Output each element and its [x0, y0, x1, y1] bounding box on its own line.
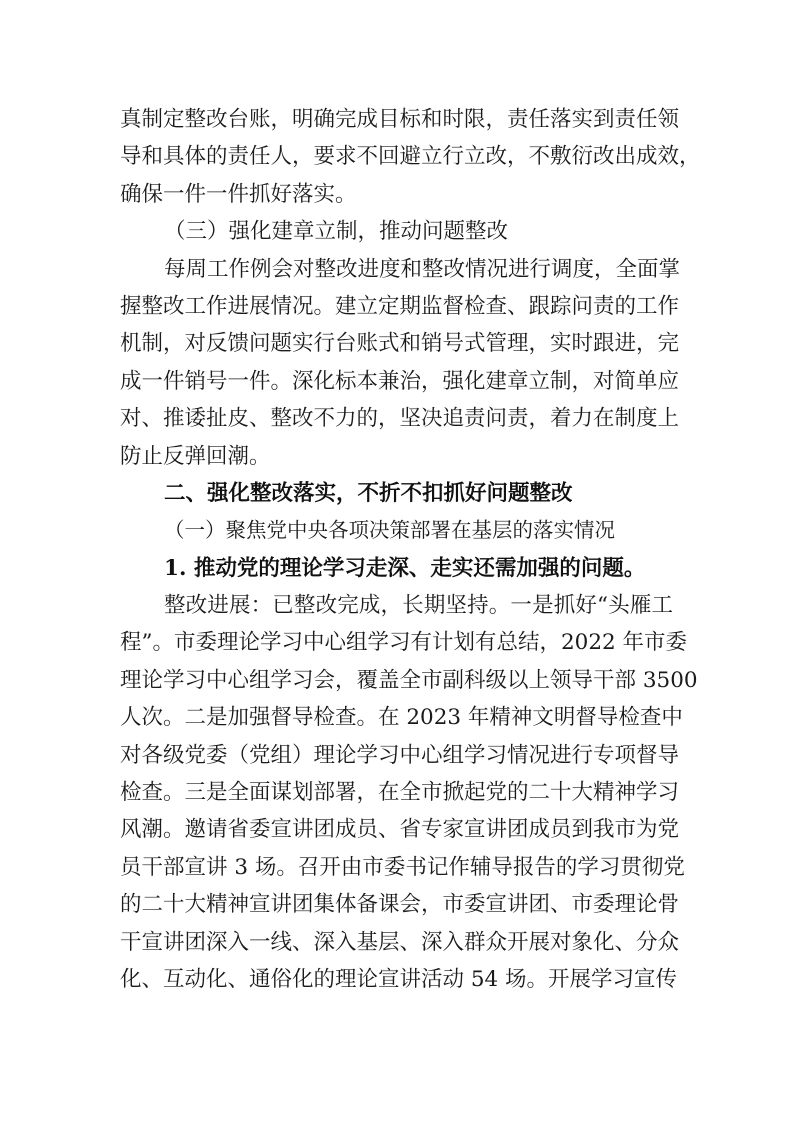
body-line: 风潮。邀请省委宣讲团成员、省专家宣讲团成员到我市为党 [120, 817, 680, 843]
body-line: 检查。三是全面谋划部署，在全市掀起党的二十大精神学习 [120, 780, 680, 806]
paragraph-first-line: 每周工作例会对整改进度和整改情况进行调度，全面掌 [164, 256, 681, 282]
body-line: 对各级党委（党组）理论学习中心组学习情况进行专项督导 [120, 742, 680, 768]
document-body [120, 101, 701, 998]
body-line: 人次。二是加强督导检查。在 2023 年精神文明督导检查中 [120, 705, 683, 731]
body-line: 导和具体的责任人，要求不回避立行立改，不敷衍改出成效， [120, 144, 701, 170]
section-subheading: （三）强化建章立制，推动问题整改 [164, 219, 509, 245]
item-heading: 1. 推动党的理论学习走深、走实还需加强的问题。 [164, 555, 646, 581]
section-subheading: （一）聚焦党中央各项决策部署在基层的落实情况 [164, 518, 615, 543]
body-line: 员干部宣讲 3 场。召开由市委书记作辅导报告的学习贯彻党 [120, 854, 685, 880]
body-line: 干宣讲团深入一线、深入基层、深入群众开展对象化、分众 [120, 929, 680, 955]
section-heading: 二、强化整改落实，不折不扣抓好问题整改 [164, 480, 573, 506]
body-line: 对、推诿扯皮、整改不力的，坚决追责问责，着力在制度上 [120, 406, 680, 432]
body-line: 程”。市委理论学习中心组学习有计划有总结，2022 年市委 [120, 630, 688, 656]
paragraph-first-line: 整改进展：已整改完成，长期坚持。一是抓好“头雁工 [164, 593, 673, 619]
body-line: 成一件销号一件。深化标本兼治，强化建章立制，对简单应 [120, 368, 680, 394]
body-line: 机制，对反馈问题实行台账式和销号式管理，实时跟进，完 [120, 331, 680, 357]
body-line: 理论学习中心组学习会，覆盖全市副科级以上领导干部 3500 [120, 667, 698, 693]
body-line: 真制定整改台账，明确完成目标和时限，责任落实到责任领 [120, 107, 680, 132]
body-line: 的二十大精神宣讲团集体备课会，市委宣讲团、市委理论骨 [120, 892, 680, 918]
body-line: 握整改工作进展情况。建立定期监督检查、跟踪问责的工作 [120, 293, 680, 319]
body-line: 防止反弹回潮。 [120, 443, 271, 469]
body-line: 化、互动化、通俗化的理论宣讲活动 54 场。开展学习宣传 [120, 966, 678, 992]
body-line: 确保一件一件抓好落实。 [120, 181, 357, 207]
